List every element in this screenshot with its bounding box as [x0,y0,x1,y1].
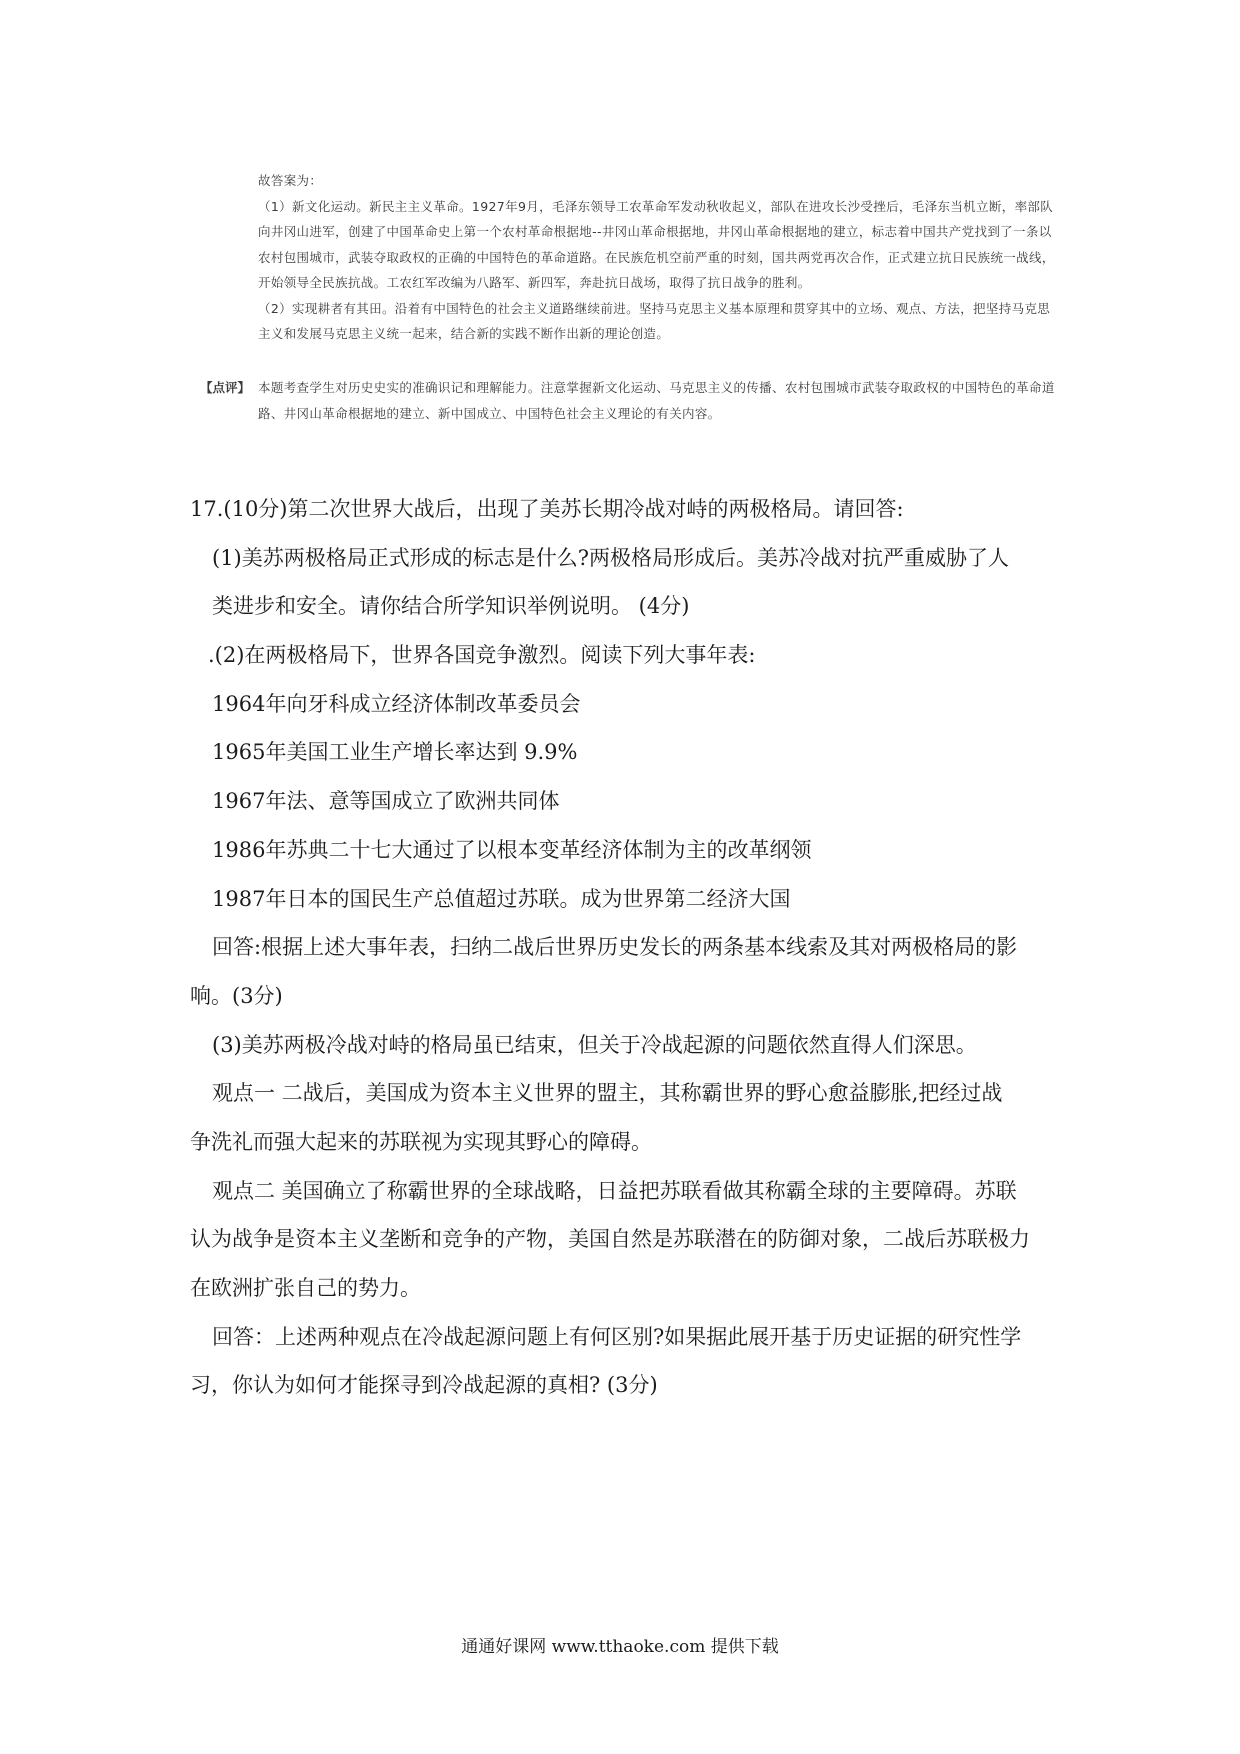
question-line: 回答：上述两种观点在冷战起源问题上有何区别?如果据此展开基于历史证据的研究性学 [212,1324,1022,1349]
question-line: 争洗礼而强大起来的苏联视为实现其野心的障碍。 [190,1129,652,1154]
question-line: (1)美苏两极格局正式形成的标志是什么?两极格局形成后。美苏冷战对抗严重威胁了人 [212,545,1010,570]
question-line: 类进步和安全。请你结合所学知识举例说明。 (4分) [212,594,690,619]
answer-line: 向井冈山进军，创建了中国革命史上第一个农村革命根据地--井冈山革命根据地，井冈山革命根据地的建立，标志着中国共产党找到了一条以 [258,224,1052,239]
timeline-item: 1986年苏典二十七大通过了以根本变革经济体制为主的改革纲领 [212,837,812,862]
answer-line: 开始领导全民族抗战。工农红军改编为八路军、新四军，奔赴抗日战场，取得了抗日战争的胜利。 [258,275,811,290]
timeline-item: 1965年美国工业生产增长率达到 9.9% [212,740,578,765]
comment-section [200,375,1190,427]
page-footer: 通通好课网 www.tthaoke.com 提供下载 [461,1637,779,1657]
viewpoint-one: 观点一 二战后，美国成为资本主义世界的盟主，其称霸世界的野心愈益膨胀,把经过战 [212,1081,1003,1106]
question-line: 在欧洲扩张自己的势力。 [190,1276,421,1300]
timeline-item: 1987年日本的国民生产总值超过苏联。成为世界第二经济大国 [212,886,791,911]
question-line: .(2)在两极格局下，世界各国竞争激烈。阅读下列大事年表: [208,643,756,668]
question-line: 认为战争是资本主义垄断和竞争的产物，美国自然是苏联潜在的防御对象，二战后苏联极力 [190,1227,1030,1252]
question-line: 回答:根据上述大事年表，扫纳二战后世界历史发长的两条基本线索及其对两极格局的影 [212,935,1018,960]
answer-line: 故答案为： [258,173,323,188]
viewpoint-two: 观点二 美国确立了称霸世界的全球战略，日益把苏联看做其称霸全球的主要障碍。苏联 [212,1178,1017,1203]
answer-section [258,168,1188,347]
answer-line: 主义和发展马克思主义统一起来，结合新的实践不断作出新的理论创造。 [258,326,670,341]
timeline-item: 1967年法、意等国成立了欧洲共同体 [212,789,560,814]
timeline-item: 1964年向牙科成立经济体制改革委员会 [212,691,581,716]
answer-line: （1）新文化运动。新民主主义革命。1927年9月，毛泽东领导工农革命军发动秋收起义，部队在进攻长沙受挫后，毛泽东当机立断，率部队 [258,198,1054,214]
answer-line: （2）实现耕者有其田。沿着有中国特色的社会主义道路继续前进。坚持马克思主义基本原理和贯穿其中的立场、观点、方法，把坚持马克思 [258,300,1051,316]
question-line: 响。(3分) [190,983,283,1008]
question-17 [190,485,1190,1410]
answer-line: 农村包围城市，武装夺取政权的正确的中国特色的革命道路。在民族危机空前严重的时刻，国共两党再次合作，正式建立抗日民族统一战线， [258,249,1055,265]
question-line: (3)美苏两极冷战对峙的格局虽已结束，但关于冷战起源的问题依然直得人们深思。 [212,1032,977,1057]
comment-tag: 【点评】 [200,380,251,395]
comment-line: 本题考查学生对历史史实的准确识记和理解能力。注意掌握新文化运动、马克思主义的传播、农村包围城市武装夺取政权的中国特色的革命道 [258,380,1055,395]
question-line: 习，你认为如何才能探寻到冷战起源的真相? (3分) [190,1373,658,1398]
comment-line: 路、井冈山革命根据地的建立、新中国成立、中国特色社会主义理论的有关内容。 [258,406,721,421]
question-title: 17.(10分)第二次世界大战后，出现了美苏长期冷战对峙的两极格局。请回答: [190,497,904,521]
